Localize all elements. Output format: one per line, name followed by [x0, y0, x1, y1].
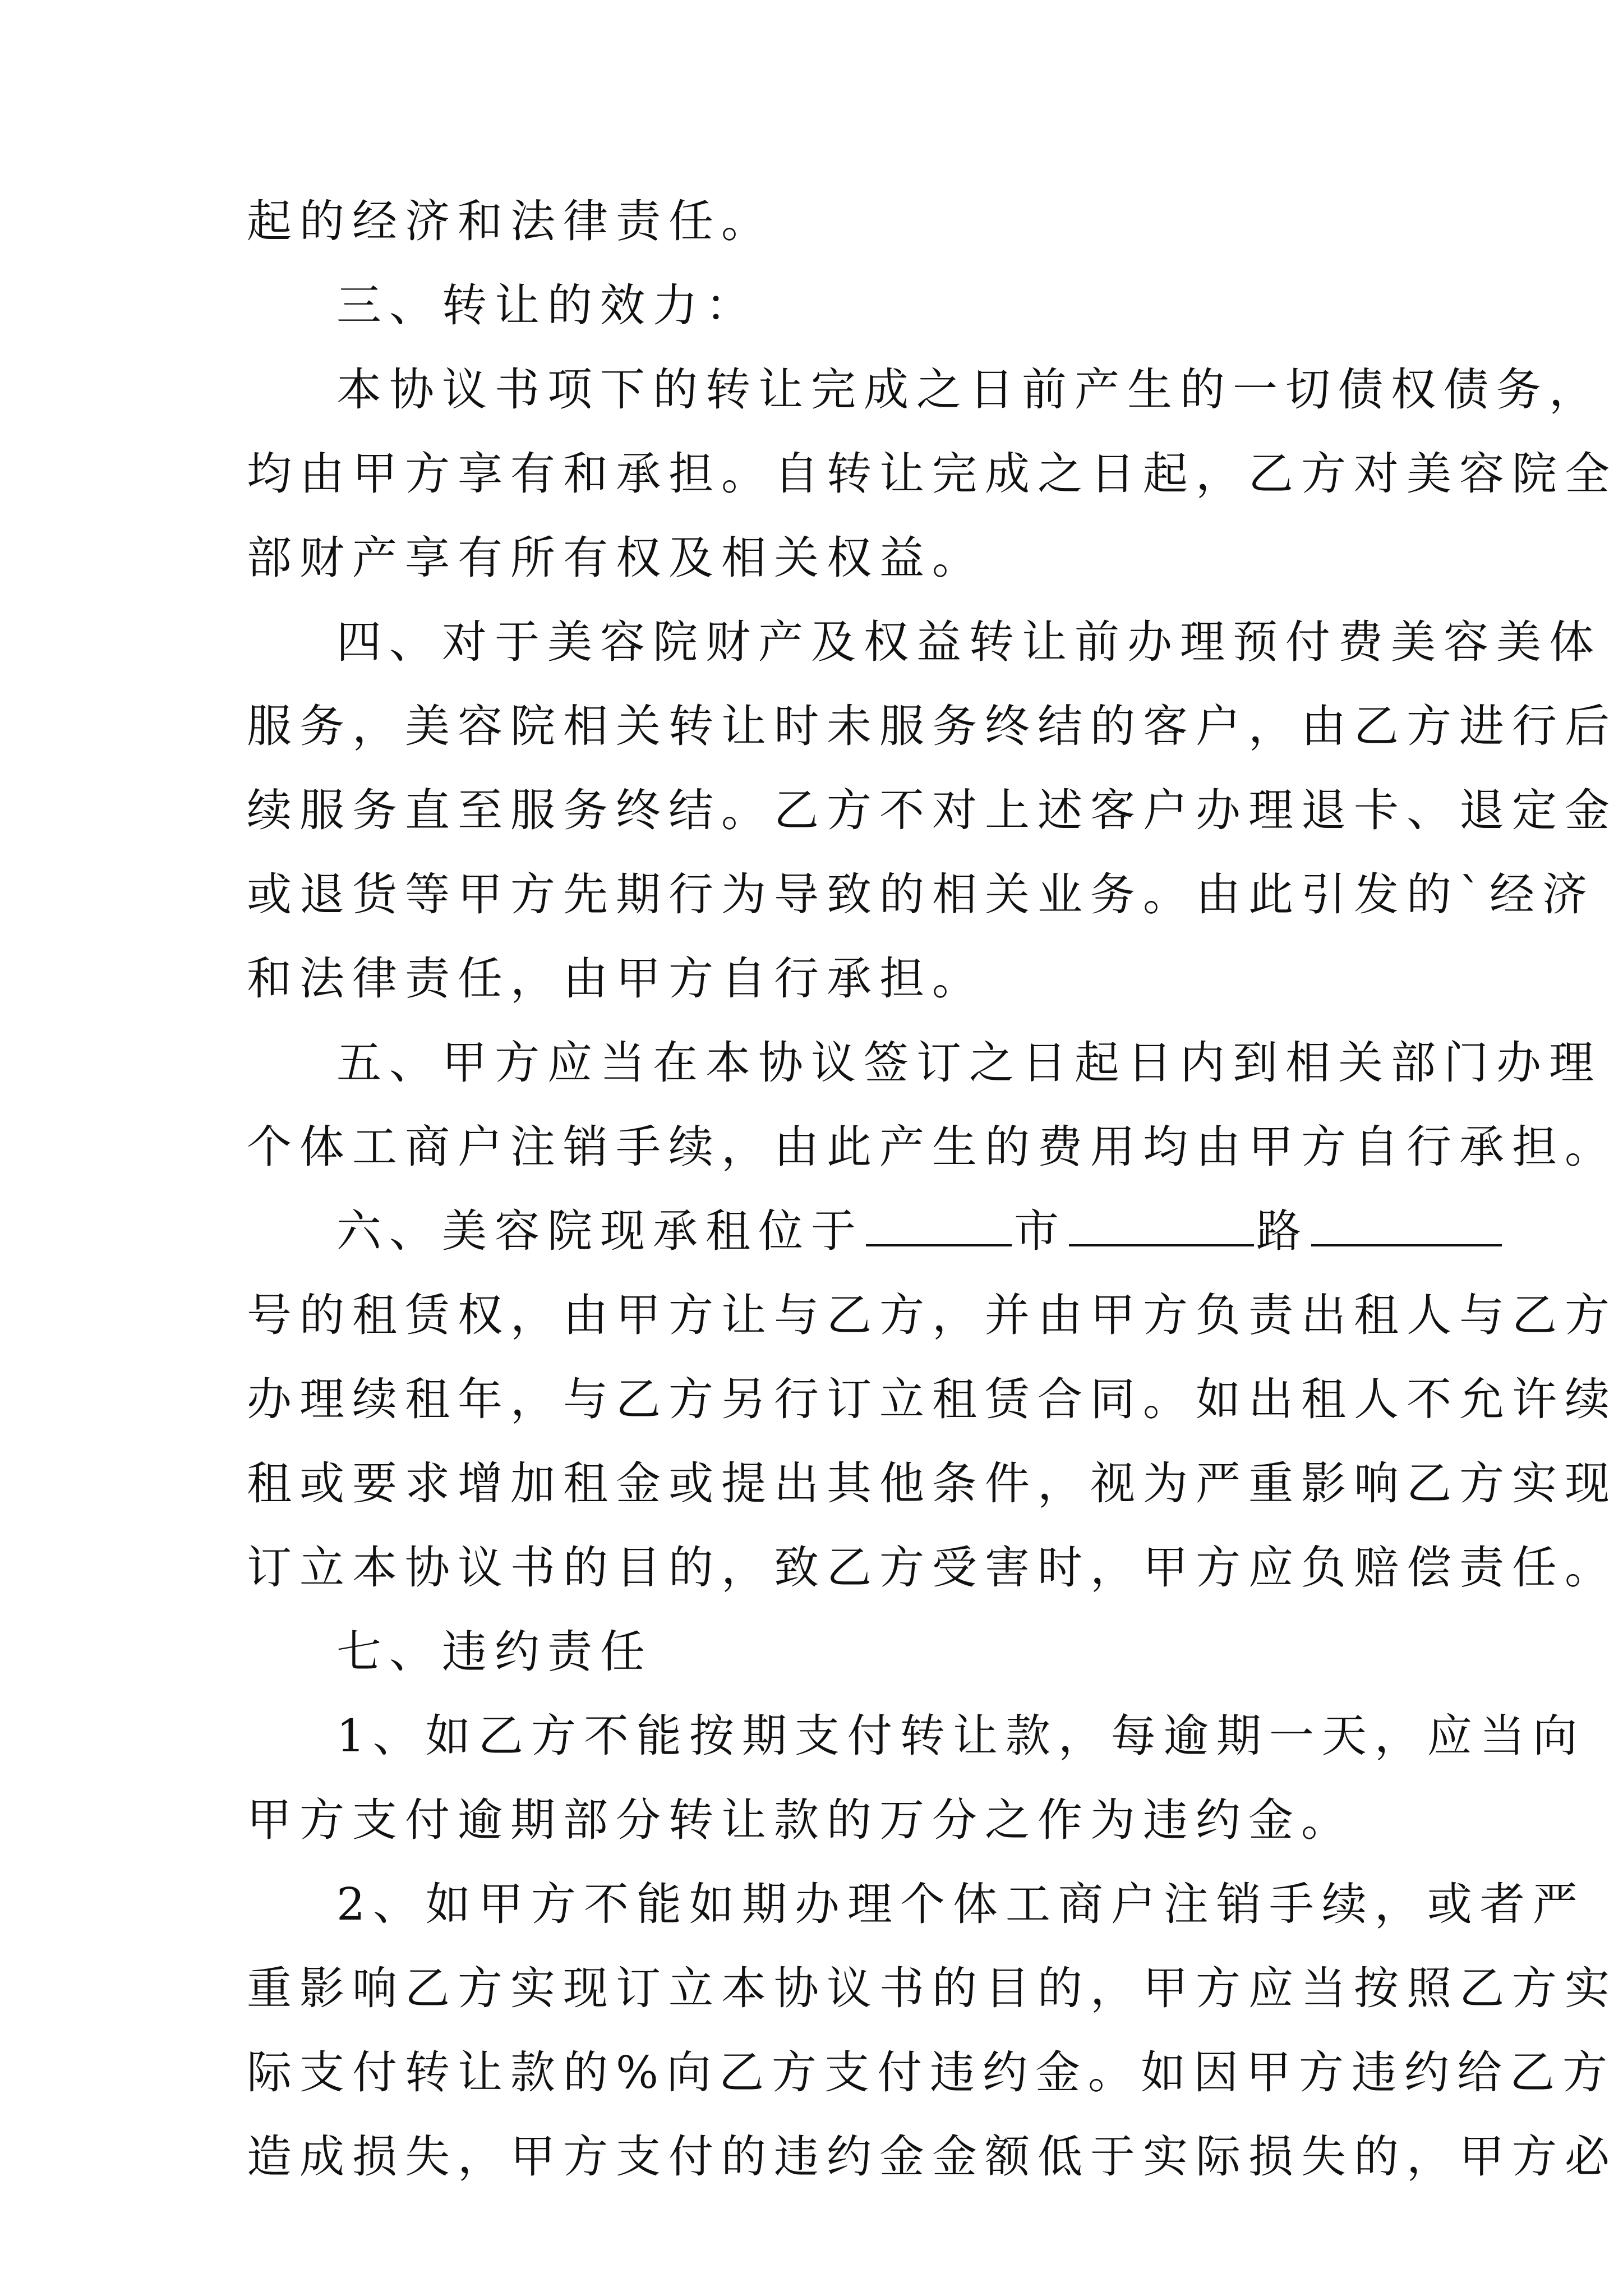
paragraph-line: 1、如乙方不能按期支付转让款，每逾期一天，应当向: [336, 1710, 1585, 1762]
section-heading-breach: 七、违约责任: [336, 1626, 653, 1678]
paragraph-line: 或退货等甲方先期行为导致的相关业务。由此引发的`经济: [247, 868, 1595, 921]
paragraph-line: 造成损失，甲方支付的违约金金额低于实际损失的，甲方必: [247, 2131, 1617, 2183]
lease-text-1: 六、美容院现承租位于: [336, 1205, 864, 1257]
lease-text-2: 市: [1014, 1205, 1067, 1257]
paragraph-line: 甲方支付逾期部分转让款的万分之作为违约金。: [247, 1794, 1354, 1846]
lease-text-3: 路: [1256, 1205, 1309, 1257]
number-blank: [1311, 1207, 1502, 1246]
road-blank: [1069, 1207, 1254, 1246]
paragraph-line: 起的经济和法律责任。: [247, 195, 774, 247]
paragraph-line: 办理续租年，与乙方另行订立租赁合同。如出租人不允许续: [247, 1373, 1617, 1425]
paragraph-line: 四、对于美容院财产及权益转让前办理预付费美容美体: [336, 616, 1602, 668]
paragraph-line: 号的租赁权，由甲方让与乙方，并由甲方负责出租人与乙方: [247, 1289, 1617, 1341]
paragraph-line: 本协议书项下的转让完成之日前产生的一切债权债务，: [336, 364, 1602, 416]
paragraph-line: 租或要求增加租金或提出其他条件，视为严重影响乙方实现: [247, 1457, 1617, 1510]
paragraph-line: 和法律责任，由甲方自行承担。: [247, 953, 985, 1005]
lease-clause-line: [336, 1200, 1391, 1262]
paragraph-line: 续服务直至服务终结。乙方不对上述客户办理退卡、退定金: [247, 784, 1617, 836]
paragraph-line: 订立本协议书的目的，致乙方受害时，甲方应负赔偿责任。: [247, 1542, 1617, 1594]
paragraph-line: 服务，美容院相关转让时未服务终结的客户，由乙方进行后: [247, 700, 1617, 752]
paragraph-line: 2、如甲方不能如期办理个体工商户注销手续，或者严: [336, 1878, 1585, 1930]
paragraph-line: 部财产享有所有权及相关权益。: [247, 532, 985, 584]
paragraph-line: 个体工商户注销手续，由此产生的费用均由甲方自行承担。: [247, 1121, 1617, 1173]
paragraph-line: 际支付转让款的%向乙方支付违约金。如因甲方违约给乙方: [247, 2046, 1616, 2099]
paragraph-line: 均由甲方享有和承担。自转让完成之日起，乙方对美容院全: [247, 448, 1617, 500]
city-blank: [866, 1207, 1012, 1246]
paragraph-line: 五、甲方应当在本协议签订之日起日内到相关部门办理: [336, 1037, 1602, 1089]
section-heading-effect: 三、转让的效力：: [336, 279, 758, 332]
paragraph-line: 重影响乙方实现订立本协议书的目的，甲方应当按照乙方实: [247, 1962, 1617, 2014]
